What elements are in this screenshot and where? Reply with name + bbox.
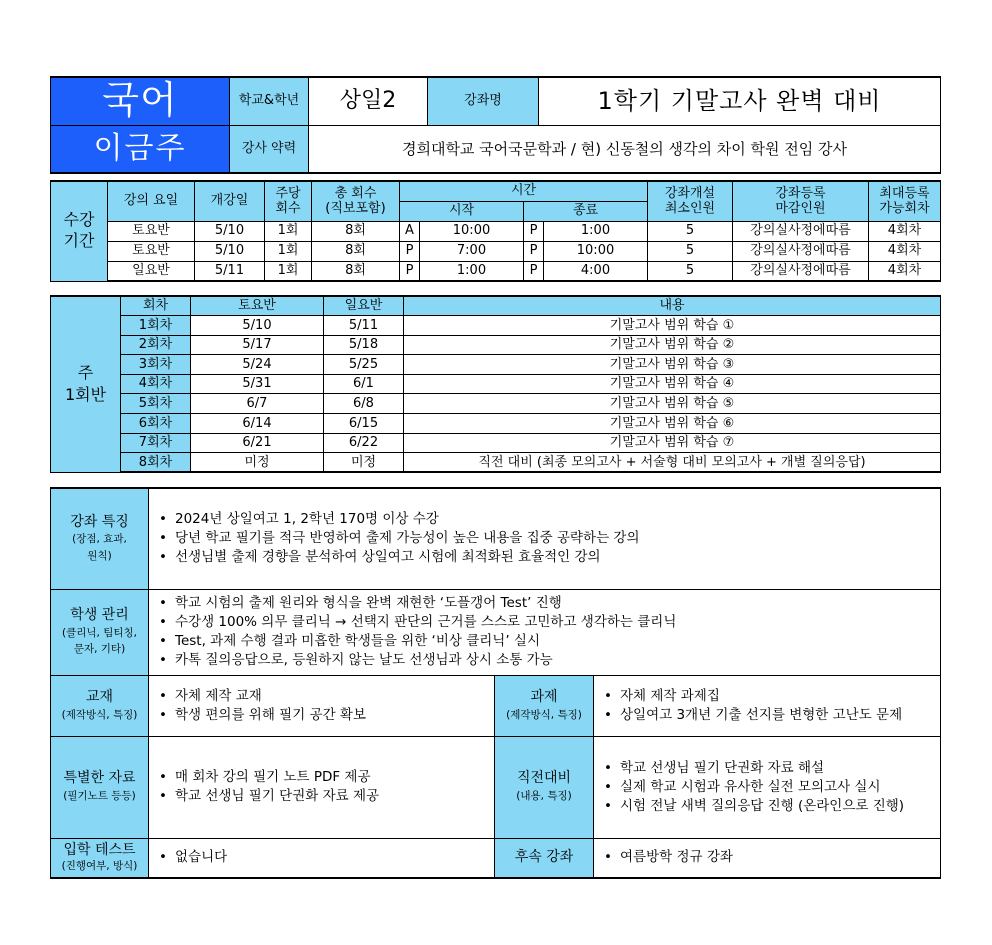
list-item: • 시험 전날 새벽 질의응답 진행 (온라인으로 진행)	[602, 797, 932, 816]
row-sun: 6/22	[324, 433, 404, 453]
col-start-date: 개강일	[195, 181, 265, 221]
list-item: • 매 회차 강의 필기 노트 PDF 제공	[157, 768, 486, 787]
row-end-ampm: P	[524, 221, 544, 241]
row-session: 2회차	[121, 335, 191, 355]
course-name-label: 강좌명	[428, 77, 539, 125]
entrance-test-content	[149, 838, 495, 878]
special-material-label	[51, 736, 149, 838]
weekly-section-label: 주 1회반	[51, 296, 121, 472]
follow-up-content	[594, 838, 941, 878]
list-item: • 당년 학교 필기를 적극 반영하여 출제 가능성이 높은 내용을 집중 공략하는 강의	[157, 529, 932, 548]
course-name-value: 1학기 기말고사 완벽 대비	[539, 77, 941, 125]
row-end-ampm: P	[524, 241, 544, 261]
table-row	[51, 261, 941, 281]
table-row	[51, 241, 941, 261]
row-sun: 6/8	[324, 394, 404, 414]
row-day: 일요반	[108, 261, 195, 281]
row-max: 강의실사정에따름	[733, 261, 869, 281]
textbook-label	[51, 675, 149, 736]
row-end-time: 10:00	[544, 241, 648, 261]
entrance-test-label	[51, 838, 149, 878]
row-total: 8회	[312, 261, 400, 281]
career-value: 경희대학교 국어국문학과 / 현) 신동철의 생각의 차이 학원 전임 강사	[309, 125, 941, 173]
row-day: 토요반	[108, 241, 195, 261]
col-session: 회차	[121, 296, 191, 316]
teacher-name: 이금주	[51, 125, 230, 173]
list-item: • Test, 과제 수행 결과 미흡한 학생들을 위한 ‘비상 클리닉’ 실시	[157, 632, 932, 651]
homework-label	[495, 675, 594, 736]
row-session: 8회차	[121, 453, 191, 473]
col-total: 총 회수 (직보포함)	[312, 181, 400, 221]
row-sat: 5/10	[191, 316, 324, 336]
list-item: • 실제 학교 시험과 유사한 실전 모의고사 실시	[602, 778, 932, 797]
table-row	[51, 355, 941, 375]
row-sat: 5/17	[191, 335, 324, 355]
row-sun: 6/15	[324, 414, 404, 434]
row-start: 5/10	[195, 221, 265, 241]
list-item: • 선생님별 출제 경향을 분석하여 상일여고 시험에 최적화된 효율적인 강의	[157, 548, 932, 567]
special-material-sub: (필기노트 등등)	[63, 790, 136, 803]
row-sat: 미정	[191, 453, 324, 473]
student-management-content	[149, 589, 941, 675]
table-row	[51, 335, 941, 355]
school-grade-value: 상일2	[309, 77, 428, 125]
course-features-sub: (장점, 효과, 원칙)	[72, 533, 127, 563]
row-start-time: 1:00	[420, 261, 524, 281]
table-row	[51, 316, 941, 336]
entrance-test-title: 입학 테스트	[63, 842, 136, 859]
row-min: 5	[648, 261, 733, 281]
row-start: 5/10	[195, 241, 265, 261]
col-max-students: 강좌등록 마감인원	[733, 181, 869, 221]
row-content: 기말고사 범위 학습 ②	[404, 335, 941, 355]
list-item: • 학교 선생님 필기 단권화 자료 제공	[157, 787, 486, 806]
row-sun: 5/18	[324, 335, 404, 355]
row-total: 8회	[312, 241, 400, 261]
homework-sub: (제작방식, 특징)	[506, 708, 582, 721]
student-management-sub: (클리닉, 팀티칭, 문자, 기타)	[62, 626, 137, 656]
col-time: 시간	[400, 181, 648, 201]
row-content: 기말고사 범위 학습 ⑥	[404, 414, 941, 434]
row-end-time: 4:00	[544, 261, 648, 281]
row-weekly: 1회	[265, 221, 312, 241]
row-start-ampm: A	[400, 221, 420, 241]
list-item: • 여름방학 정규 강좌	[602, 848, 932, 867]
list-item: • 학교 시험의 출제 원리와 형식을 완벽 재현한 ‘도플갱어 Test’ 진행	[157, 594, 932, 613]
col-max-sessions: 최대등록 가능회차	[869, 181, 941, 221]
career-label: 강사 약력	[230, 125, 309, 173]
textbook-title: 교재	[85, 688, 114, 705]
list-item: • 2024년 상일여고 1, 2학년 170명 이상 수강	[157, 510, 932, 529]
row-content: 직전 대비 (최종 모의고사 + 서술형 대비 모의고사 + 개별 질의응답)	[404, 453, 941, 473]
row-session: 6회차	[121, 414, 191, 434]
col-sunday: 일요반	[324, 296, 404, 316]
final-prep-label	[495, 736, 594, 838]
row-end-time: 1:00	[544, 221, 648, 241]
row-sessions: 4회차	[869, 261, 941, 281]
special-material-content	[149, 736, 495, 838]
row-start: 5/11	[195, 261, 265, 281]
row-sessions: 4회차	[869, 241, 941, 261]
row-start-ampm: P	[400, 261, 420, 281]
row-session: 4회차	[121, 374, 191, 394]
subject-cell: 국어	[51, 77, 230, 125]
row-sat: 5/31	[191, 374, 324, 394]
col-content: 내용	[404, 296, 941, 316]
weekly-plan-table	[50, 295, 941, 473]
row-min: 5	[648, 221, 733, 241]
table-row	[51, 394, 941, 414]
row-day: 토요반	[108, 221, 195, 241]
row-content: 기말고사 범위 학습 ①	[404, 316, 941, 336]
course-features-content	[149, 488, 941, 589]
list-item: • 카톡 질의응답으로, 등원하지 않는 날도 선생님과 상시 소통 가능	[157, 651, 932, 670]
row-end-ampm: P	[524, 261, 544, 281]
entrance-test-sub: (진행여부, 방식)	[61, 860, 138, 873]
row-max: 강의실사정에따름	[733, 221, 869, 241]
list-item: • 자체 제작 교재	[157, 687, 486, 706]
list-item: • 상일여고 3개년 기출 선지를 변형한 고난도 문제	[602, 706, 932, 725]
row-sat: 6/14	[191, 414, 324, 434]
textbook-sub: (제작방식, 특징)	[61, 708, 138, 721]
course-features-title: 강좌 특징	[70, 513, 129, 530]
row-total: 8회	[312, 221, 400, 241]
row-session: 1회차	[121, 316, 191, 336]
row-sat: 6/7	[191, 394, 324, 414]
final-prep-sub: (내용, 특징)	[516, 790, 572, 803]
row-content: 기말고사 범위 학습 ④	[404, 374, 941, 394]
table-row	[51, 374, 941, 394]
row-min: 5	[648, 241, 733, 261]
row-weekly: 1회	[265, 241, 312, 261]
homework-content	[594, 675, 941, 736]
row-content: 기말고사 범위 학습 ⑤	[404, 394, 941, 414]
row-sun: 5/25	[324, 355, 404, 375]
follow-up-label	[495, 838, 594, 878]
course-header-table	[50, 76, 941, 174]
row-content: 기말고사 범위 학습 ⑦	[404, 433, 941, 453]
row-max: 강의실사정에따름	[733, 241, 869, 261]
textbook-content	[149, 675, 495, 736]
student-management-label	[51, 589, 149, 675]
table-row	[51, 414, 941, 434]
list-item: • 학생 편의를 위해 필기 공간 확보	[157, 706, 486, 725]
table-row	[51, 221, 941, 241]
schedule-table	[50, 180, 941, 282]
list-item: • 학교 선생님 필기 단권화 자료 해설	[602, 759, 932, 778]
row-start-ampm: P	[400, 241, 420, 261]
final-prep-content	[594, 736, 941, 838]
row-content: 기말고사 범위 학습 ③	[404, 355, 941, 375]
final-prep-title: 직전대비	[516, 770, 572, 787]
row-sun: 5/11	[324, 316, 404, 336]
schedule-section-label: 수강 기간	[51, 181, 108, 281]
col-time-start: 시작	[400, 201, 524, 221]
list-item: • 자체 제작 과제집	[602, 687, 932, 706]
col-min-students: 강좌개설 최소인원	[648, 181, 733, 221]
row-sessions: 4회차	[869, 221, 941, 241]
table-row	[51, 433, 941, 453]
row-sat: 6/21	[191, 433, 324, 453]
course-features-label	[51, 488, 149, 589]
list-item: • 없습니다	[157, 848, 486, 867]
features-table	[50, 487, 941, 879]
table-row	[51, 453, 941, 473]
col-saturday: 토요반	[191, 296, 324, 316]
row-start-time: 10:00	[420, 221, 524, 241]
follow-up-title: 후속 강좌	[514, 849, 574, 866]
row-sun: 미정	[324, 453, 404, 473]
row-sun: 6/1	[324, 374, 404, 394]
col-weekly: 주당 회수	[265, 181, 312, 221]
row-weekly: 1회	[265, 261, 312, 281]
list-item: • 수강생 100% 의무 클리닉 → 선택지 판단의 근거를 스스로 고민하고 생각하는 클리닉	[157, 613, 932, 632]
col-time-end: 종료	[524, 201, 648, 221]
student-management-title: 학생 관리	[70, 606, 129, 623]
row-session: 5회차	[121, 394, 191, 414]
col-day: 강의 요일	[108, 181, 195, 221]
row-session: 3회차	[121, 355, 191, 375]
homework-title: 과제	[530, 688, 558, 705]
row-sat: 5/24	[191, 355, 324, 375]
school-grade-label: 학교&학년	[230, 77, 309, 125]
row-start-time: 7:00	[420, 241, 524, 261]
row-session: 7회차	[121, 433, 191, 453]
special-material-title: 특별한 자료	[63, 770, 136, 787]
